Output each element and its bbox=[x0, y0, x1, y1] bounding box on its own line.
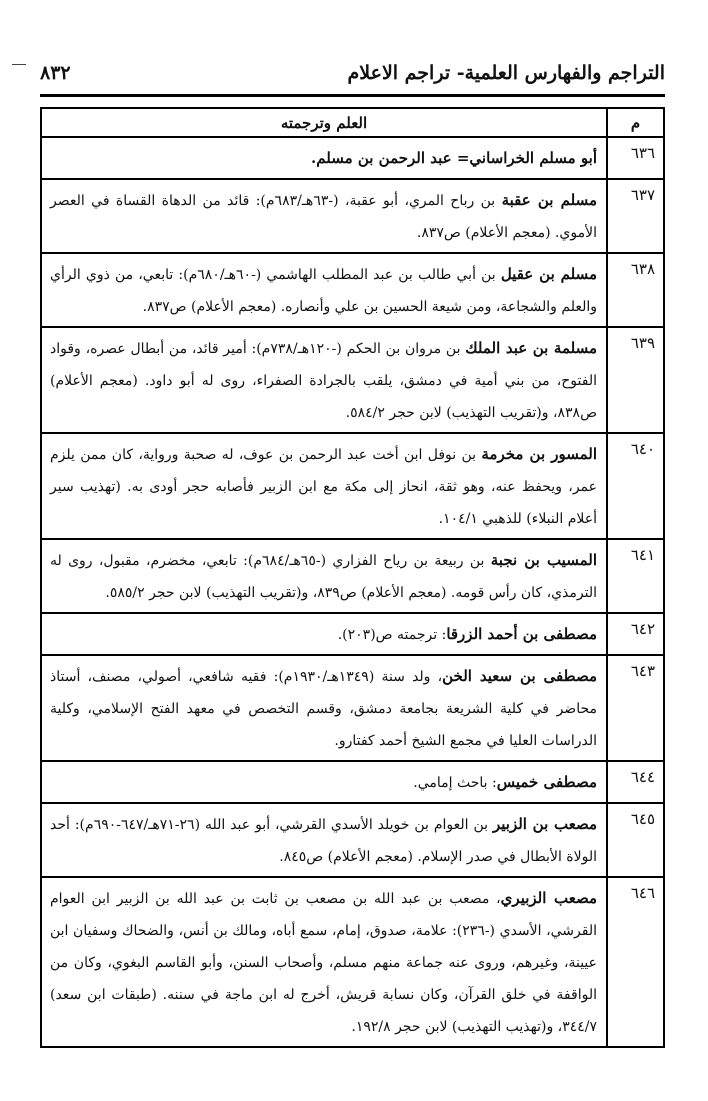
table-row bbox=[41, 655, 664, 761]
entry-name: مصطفى بن أحمد الزرقا bbox=[446, 625, 597, 643]
entry-number: ٦٣٩ bbox=[607, 327, 664, 433]
table-header-row bbox=[41, 108, 664, 137]
entry-number: ٦٤٠ bbox=[607, 433, 664, 539]
entry-description: ، مصعب بن عبد الله بن مصعب بن ثابت بن عبد الله بن الزبير ابن العوام القرشي، الأسدي (-٢٣٦): علامة، صدوق، إمام، سمع أباه، ومالك بن أنس، والضحاك وسفيان ابن عيينة، وغيرهم، وروى عنه جماعة منهم مسلم، وأصحاب السنن، وأبو القاسم البغوي، وكان من الواقفة في خلق القرآن، وكان نسابة قريش، أخرج له ابن ماجة في سننه. (طبقات ابن سعد) ٣٤٤/٧، و(تهذيب التهذيب) لابن حجر ١٩٢/٨. bbox=[50, 891, 597, 1035]
entry-number: ٦٣٨ bbox=[607, 253, 664, 327]
page-number: ٨٣٢ bbox=[40, 62, 71, 84]
entry-text bbox=[41, 433, 607, 539]
table-row bbox=[41, 613, 664, 655]
table-row bbox=[41, 327, 664, 433]
entry-text bbox=[41, 803, 607, 877]
entry-name: المسيب بن نجبة bbox=[490, 551, 598, 569]
entry-number: ٦٤٥ bbox=[607, 803, 664, 877]
entry-description: : ترجمته ص(٢٠٣). bbox=[337, 627, 447, 643]
entry-name: المسور بن مخرمة bbox=[481, 445, 597, 463]
entry-number: ٦٣٧ bbox=[607, 179, 664, 253]
entry-text bbox=[41, 539, 607, 613]
entry-description: : باحث إمامي. bbox=[413, 775, 497, 791]
entry-description: بن أبي طالب بن عبد المطلب الهاشمي (-٦٠هـ/٦٨٠م): تابعي، من ذوي الرأي والعلم والشجاعة، ومن شيعة الحسين بن علي وأنصاره. (معجم الأعلام) ص٨٣٧. bbox=[50, 267, 597, 315]
entry-description: بن ربيعة بن رياح الفزاري (-٦٥هـ/٦٨٤م): تابعي، مخضرم، مقبول، روى له الترمذي، كان رأس قومه. (معجم الأعلام) ص٨٣٩، و(تقريب التهذيب) لابن حجر ٥٨٥/٢. bbox=[50, 553, 597, 601]
entry-name: مصعب الزبيري bbox=[500, 889, 597, 907]
entry-text bbox=[41, 179, 607, 253]
entry-description: بن العوام بن خويلد الأسدي القرشي، أبو عبد الله (٢٦-٧١هـ/٦٤٧-٦٩٠م): أحد الولاة الأبطال في صدر الإسلام. (معجم الأعلام) ص٨٤٥. bbox=[50, 817, 597, 865]
table-row bbox=[41, 761, 664, 803]
margin-mark bbox=[12, 64, 26, 65]
entry-description: بن رباح المري، أبو عقبة، (-٦٣هـ/٦٨٣م): قائد من الدهاة القساة في العصر الأموي. (معجم الأعلام) ص٨٣٧. bbox=[50, 193, 597, 241]
header-rule bbox=[40, 94, 665, 97]
entry-number: ٦٤٤ bbox=[607, 761, 664, 803]
entry-description: بن نوفل ابن أخت عبد الرحمن بن عوف، له صحبة ورواية، كان ممن يلزم عمر، ويحفظ عنه، وهو ثقة، انحاز إلى مكة مع ابن الزبير فأصابه حجر أودى به. (تهذيب سير أعلام النبلاء) للذهبي ١٠٤/١. bbox=[50, 447, 597, 527]
column-header-number: م bbox=[607, 108, 664, 137]
entry-text bbox=[41, 655, 607, 761]
entry-description: بن مروان بن الحكم (-١٢٠هـ/٧٣٨م): أمير قائد، من أبطال عصره، وقواد الفتوح، من بني أمية في دمشق، يلقب بالجرادة الصفراء، روى له أبو داود. (معجم الأعلام) ص٨٣٨، و(تقريب التهذيب) لابن حجر ٥٨٤/٢. bbox=[50, 341, 597, 421]
entry-text bbox=[41, 137, 607, 179]
entry-text bbox=[41, 253, 607, 327]
running-title: التراجم والفهارس العلمية- تراجم الاعلام bbox=[347, 62, 665, 84]
entry-number: ٦٤٣ bbox=[607, 655, 664, 761]
entry-number: ٦٤٦ bbox=[607, 877, 664, 1047]
entry-name: مصعب بن الزبير bbox=[492, 815, 597, 833]
page-header bbox=[40, 60, 665, 90]
entry-text bbox=[41, 877, 607, 1047]
entry-name: مصطفى بن سعيد الخن bbox=[442, 667, 597, 685]
table-row bbox=[41, 179, 664, 253]
entry-number: ٦٣٦ bbox=[607, 137, 664, 179]
table-row bbox=[41, 433, 664, 539]
table-row bbox=[41, 803, 664, 877]
column-header-name: العلم وترجمته bbox=[41, 108, 607, 137]
entry-name: مسلمة بن عبد الملك bbox=[465, 339, 597, 357]
entry-number: ٦٤٢ bbox=[607, 613, 664, 655]
entry-text bbox=[41, 761, 607, 803]
biographies-table bbox=[40, 107, 665, 1048]
entry-text bbox=[41, 613, 607, 655]
table-row bbox=[41, 877, 664, 1047]
entry-name: أبو مسلم الخراساني= عبد الرحمن بن مسلم. bbox=[311, 149, 597, 167]
table-row bbox=[41, 539, 664, 613]
entry-text bbox=[41, 327, 607, 433]
entry-name: مسلم بن عقيل bbox=[500, 265, 598, 283]
entry-number: ٦٤١ bbox=[607, 539, 664, 613]
entry-description: ، ولد سنة (١٣٤٩هـ/١٩٣٠م): فقيه شافعي، أصولي، مصنف، أستاذ محاضر في كلية الشريعة بجامعة دمشق، وقسم التخصص في معهد الفتح الإسلامي، وكلية الدراسات العليا في مجمع الشيخ أحمد كفتارو. bbox=[50, 669, 597, 749]
entry-name: مصطفى خميس bbox=[496, 773, 597, 791]
table-row bbox=[41, 137, 664, 179]
entry-name: مسلم بن عقبة bbox=[501, 191, 598, 209]
table-row bbox=[41, 253, 664, 327]
